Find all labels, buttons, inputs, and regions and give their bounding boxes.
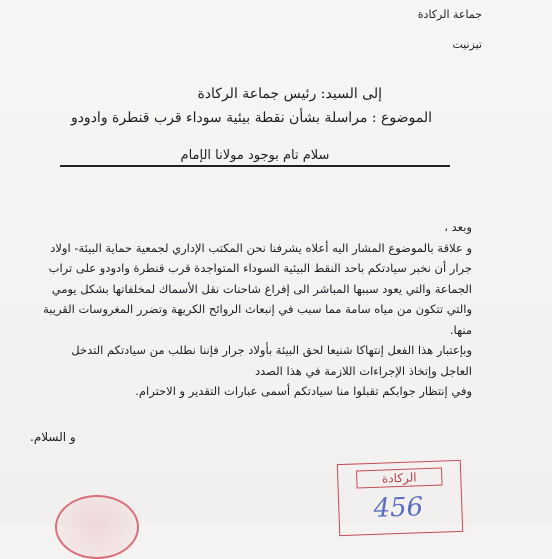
association-seal — [55, 495, 139, 559]
stamp-label: الركادة — [356, 468, 443, 489]
salutation: سلام تام بوجود مولانا الإمام — [60, 148, 450, 167]
stamp-number: 456 — [373, 492, 424, 524]
closing-line: و السلام. — [30, 430, 76, 444]
opening: وبعد ، — [444, 220, 472, 234]
paragraph-3: وفي إنتظار جوابكم تقبلوا منا سيادتكم أسمى عبارات التقدير و الاحترام. — [135, 384, 472, 398]
addressee: إلى السيد: رئيس جماعة الركادة — [197, 86, 382, 102]
letter-body — [40, 217, 472, 402]
paragraph-1: و علاقة بالموضوع المشار اليه أعلاه يشرفنا نحن المكتب الإداري لجمعية حماية البيئة- اولاد جرار أن نخبر سيادتكم باحد النقط البيئية السوداء المتواجدة قرب قنطرة وادودو على تراب الجماعة والتي يعود سببها المباشر الى إفراغ شاحنات نقل الأسماك لمخلفاتها بشكل يومي والتي تتكون من مياه سامة مما سبب في إنبعاث الروائح الكريهة وتضرر المغروسات القريبة منها. — [43, 240, 472, 337]
paragraph-2: وبإعتبار هذا الفعل إنتهاكا شنيعا لحق البيئة بأولاد جرار فإننا نطلب من سيادتكم التدخل العاجل وإتخاذ الإجراءات اللازمة في هذا الصدد — [71, 343, 472, 378]
header-city: تيزنيت — [452, 38, 482, 51]
subject-line: الموضوع : مراسلة بشأن نقطة بيئية سوداء قرب قنطرة وادودو — [70, 110, 432, 126]
header-commune: جماعة الركادة — [417, 8, 482, 21]
